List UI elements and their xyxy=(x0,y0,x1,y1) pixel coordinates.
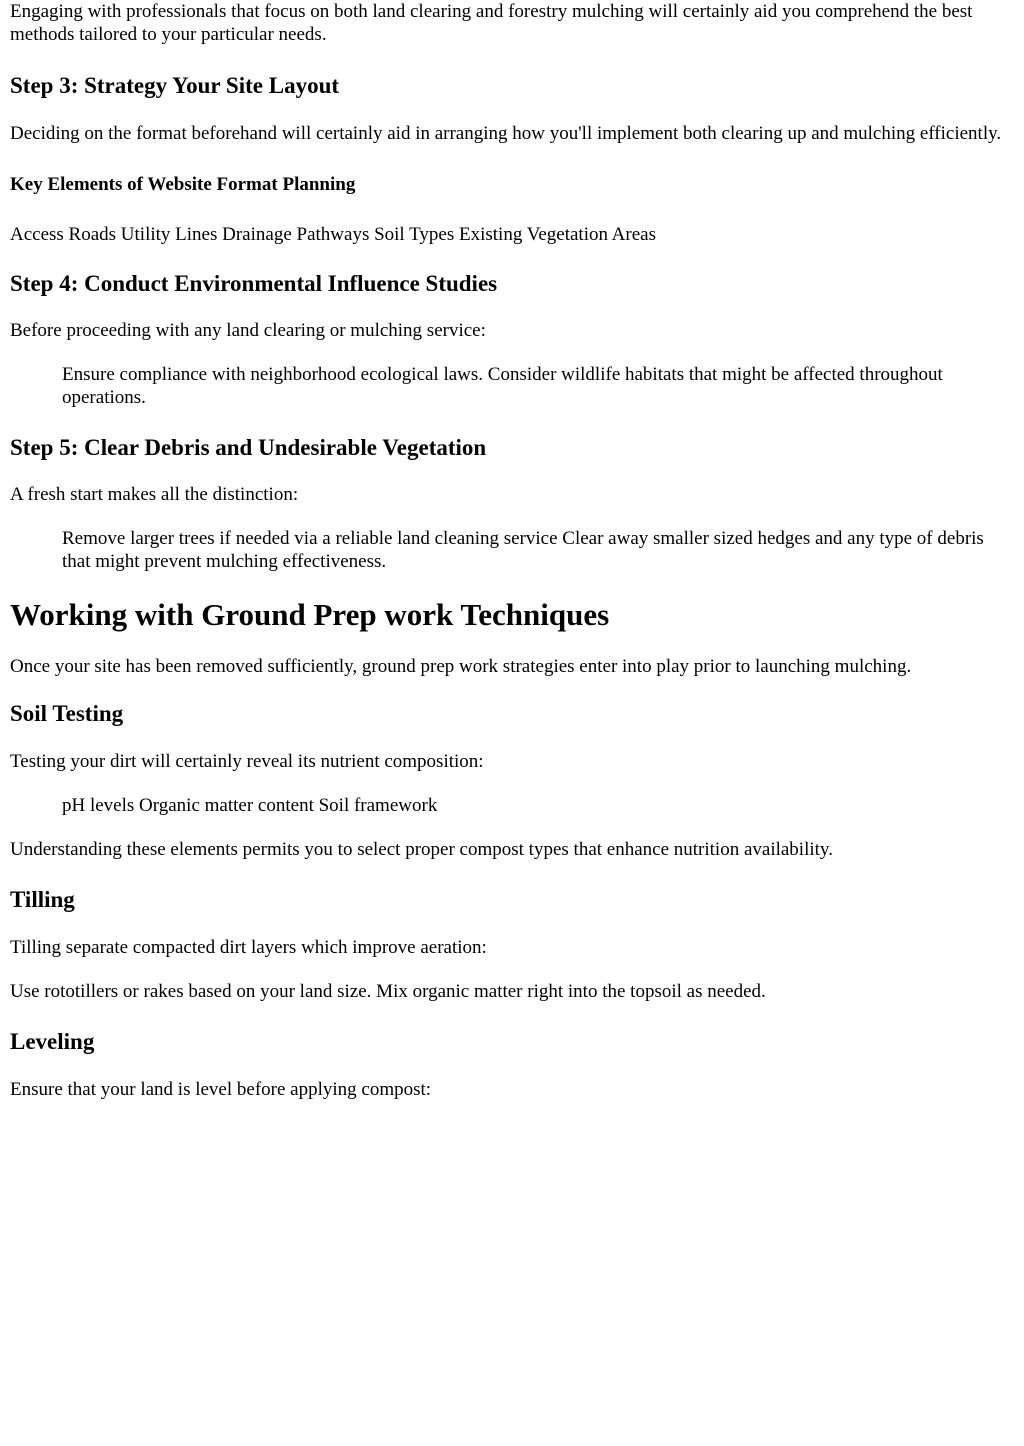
step3-paragraph: Deciding on the format beforehand will certainly aid in arranging how you'll implement both clearing up and mulching efficiently. xyxy=(10,123,1002,144)
leveling-heading: Leveling xyxy=(10,1029,95,1054)
soil-testing-blockquote: pH levels Organic matter content Soil framework xyxy=(62,795,438,816)
step5-blockquote: Remove larger trees if needed via a reliable land cleaning service Clear away smaller sized hedges and any type of debris that might prevent mulching effectiveness. xyxy=(62,528,984,572)
ground-prep-heading: Working with Ground Prep work Techniques xyxy=(10,597,610,632)
step5-paragraph: A fresh start makes all the distinction: xyxy=(10,484,299,505)
intro-paragraph: Engaging with professionals that focus on both land clearing and forestry mulching will certainly aid you comprehend the best methods tailored to your particular needs. xyxy=(10,1,973,45)
site-format-subheading: Key Elements of Website Format Planning xyxy=(10,174,356,195)
tilling-heading: Tilling xyxy=(10,887,75,912)
step3-heading: Step 3: Strategy Your Site Layout xyxy=(10,73,340,98)
step4-blockquote: Ensure compliance with neighborhood ecological laws. Consider wildlife habitats that might be affected throughout operations. xyxy=(62,364,943,408)
step4-heading: Step 4: Conduct Environmental Influence Studies xyxy=(10,271,498,296)
step4-paragraph: Before proceeding with any land clearing or mulching service: xyxy=(10,320,486,341)
ground-prep-paragraph: Once your site has been removed sufficiently, ground prep work strategies enter into play prior to launching mulching. xyxy=(10,656,912,677)
tilling-paragraph-2: Use rototillers or rakes based on your land size. Mix organic matter right into the topsoil as needed. xyxy=(10,981,766,1002)
soil-testing-heading: Soil Testing xyxy=(10,701,124,726)
step5-heading: Step 5: Clear Debris and Undesirable Vegetation xyxy=(10,435,487,460)
soil-testing-followup: Understanding these elements permits you to select proper compost types that enhance nutrition availability. xyxy=(10,839,833,860)
leveling-paragraph: Ensure that your land is level before applying compost: xyxy=(10,1079,432,1100)
tilling-paragraph: Tilling separate compacted dirt layers which improve aeration: xyxy=(10,937,487,958)
site-format-elements: Access Roads Utility Lines Drainage Pathways Soil Types Existing Vegetation Areas xyxy=(10,224,656,245)
soil-testing-paragraph: Testing your dirt will certainly reveal its nutrient composition: xyxy=(10,751,484,772)
